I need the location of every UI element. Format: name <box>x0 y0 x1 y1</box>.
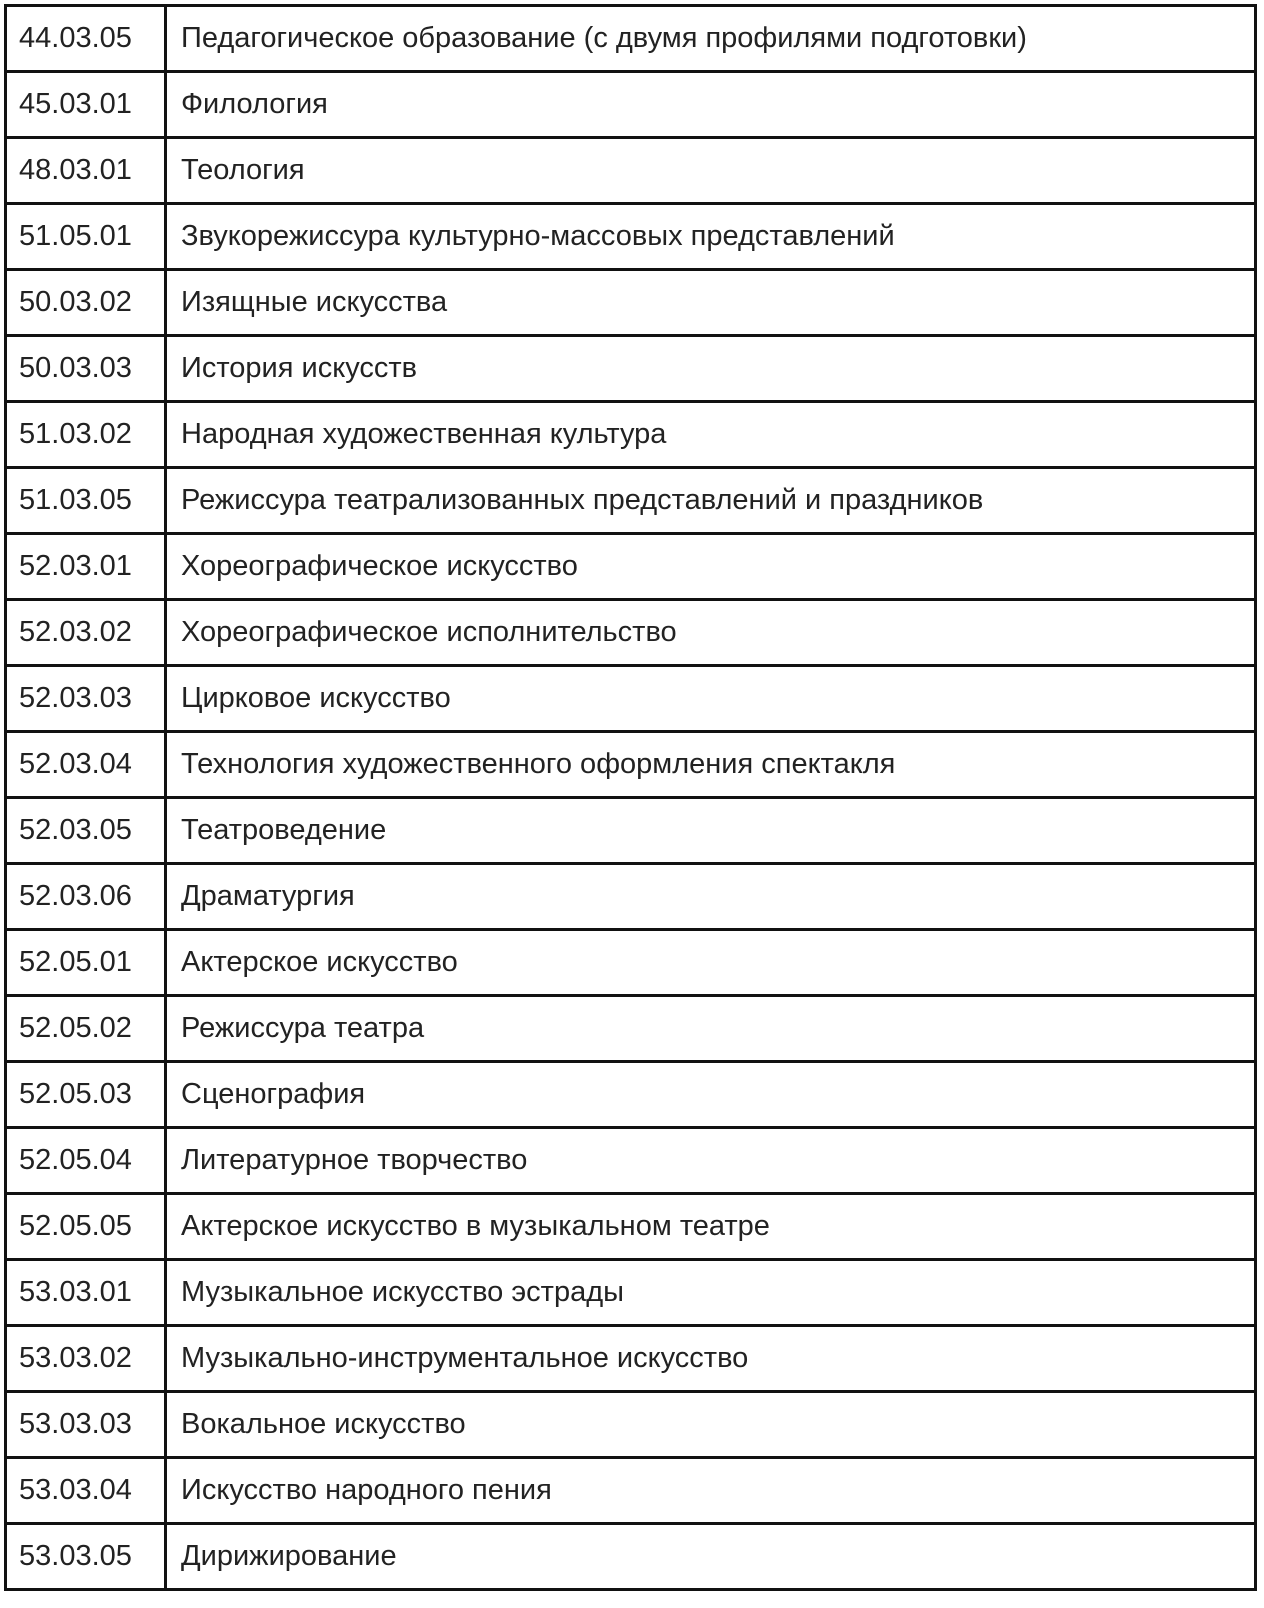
specialty-code: 52.03.04 <box>6 732 166 798</box>
specialty-name: Актерское искусство в музыкальном театре <box>166 1194 1256 1260</box>
specialty-name: Звукорежиссура культурно-массовых представлений <box>166 204 1256 270</box>
specialty-name: Народная художественная культура <box>166 402 1256 468</box>
table-row <box>6 1392 1256 1458</box>
table-row <box>6 996 1256 1062</box>
specialty-name: Искусство народного пения <box>166 1458 1256 1524</box>
specialty-name: История искусств <box>166 336 1256 402</box>
specialty-name: Хореографическое искусство <box>166 534 1256 600</box>
specialty-name: Режиссура театрализованных представлений и праздников <box>166 468 1256 534</box>
table-row <box>6 1458 1256 1524</box>
specialty-code: 52.05.01 <box>6 930 166 996</box>
specialty-code: 52.03.02 <box>6 600 166 666</box>
specialty-code: 50.03.02 <box>6 270 166 336</box>
table-row <box>6 6 1256 72</box>
table-row <box>6 270 1256 336</box>
specialty-name: Цирковое искусство <box>166 666 1256 732</box>
specialty-code: 52.05.04 <box>6 1128 166 1194</box>
table-row <box>6 1326 1256 1392</box>
specialty-name: Изящные искусства <box>166 270 1256 336</box>
specialty-name: Теология <box>166 138 1256 204</box>
specialty-code: 52.05.03 <box>6 1062 166 1128</box>
specialty-name: Филология <box>166 72 1256 138</box>
table-row <box>6 930 1256 996</box>
table-row <box>6 798 1256 864</box>
specialty-name: Вокальное искусство <box>166 1392 1256 1458</box>
table-row <box>6 1260 1256 1326</box>
specialties-table-wrapper <box>4 4 1254 1591</box>
table-row <box>6 666 1256 732</box>
table-row <box>6 1524 1256 1590</box>
specialty-name: Режиссура театра <box>166 996 1256 1062</box>
specialty-code: 52.03.01 <box>6 534 166 600</box>
specialty-code: 44.03.05 <box>6 6 166 72</box>
specialty-code: 45.03.01 <box>6 72 166 138</box>
table-row <box>6 600 1256 666</box>
specialty-name: Музыкально-инструментальное искусство <box>166 1326 1256 1392</box>
specialty-code: 50.03.03 <box>6 336 166 402</box>
specialty-code: 52.03.05 <box>6 798 166 864</box>
specialty-code: 52.05.02 <box>6 996 166 1062</box>
specialty-name: Актерское искусство <box>166 930 1256 996</box>
table-row <box>6 1194 1256 1260</box>
specialty-code: 51.03.02 <box>6 402 166 468</box>
specialty-name: Дирижирование <box>166 1524 1256 1590</box>
specialty-code: 51.05.01 <box>6 204 166 270</box>
table-row <box>6 138 1256 204</box>
specialty-code: 53.03.04 <box>6 1458 166 1524</box>
specialty-code: 52.03.03 <box>6 666 166 732</box>
specialty-code: 52.03.06 <box>6 864 166 930</box>
table-row <box>6 336 1256 402</box>
table-row <box>6 468 1256 534</box>
specialty-code: 53.03.01 <box>6 1260 166 1326</box>
table-row <box>6 1128 1256 1194</box>
specialty-name: Педагогическое образование (с двумя профилями подготовки) <box>166 6 1256 72</box>
specialties-table <box>4 4 1257 1591</box>
specialty-code: 53.03.03 <box>6 1392 166 1458</box>
specialty-code: 51.03.05 <box>6 468 166 534</box>
specialty-name: Театроведение <box>166 798 1256 864</box>
table-row <box>6 732 1256 798</box>
specialty-name: Технология художественного оформления спектакля <box>166 732 1256 798</box>
table-row <box>6 72 1256 138</box>
specialty-code: 52.05.05 <box>6 1194 166 1260</box>
table-row <box>6 204 1256 270</box>
specialty-name: Хореографическое исполнительство <box>166 600 1256 666</box>
specialty-code: 53.03.02 <box>6 1326 166 1392</box>
specialty-name: Драматургия <box>166 864 1256 930</box>
table-row <box>6 402 1256 468</box>
specialty-name: Сценография <box>166 1062 1256 1128</box>
table-body <box>6 6 1256 1590</box>
specialty-name: Литературное творчество <box>166 1128 1256 1194</box>
specialty-name: Музыкальное искусство эстрады <box>166 1260 1256 1326</box>
table-row <box>6 864 1256 930</box>
specialty-code: 48.03.01 <box>6 138 166 204</box>
specialty-code: 53.03.05 <box>6 1524 166 1590</box>
table-row <box>6 534 1256 600</box>
table-row <box>6 1062 1256 1128</box>
